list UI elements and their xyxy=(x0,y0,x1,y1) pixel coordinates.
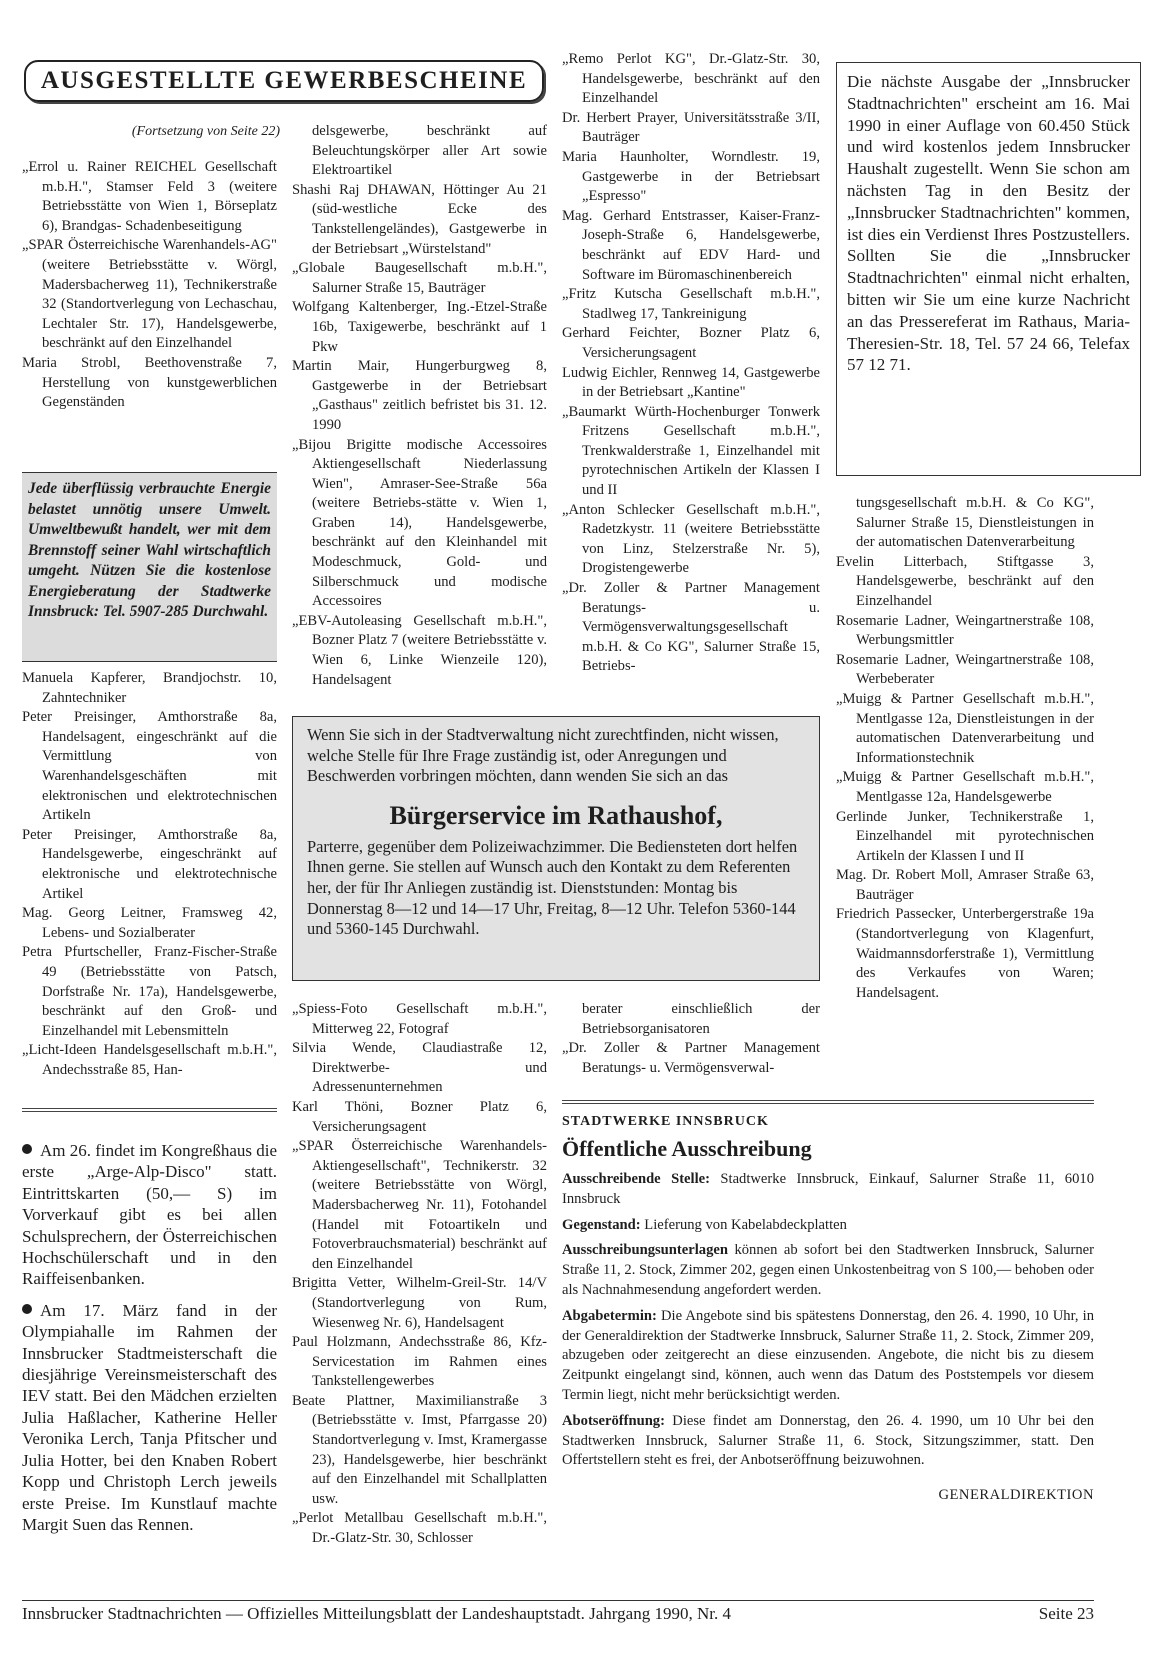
license-entry: Rosemarie Ladner, Weingartnerstraße 108, Werbungsmittler xyxy=(836,612,1094,649)
license-entry: „Dr. Zoller & Partner Management Beratungs- u. Vermögensverwal- xyxy=(562,1040,820,1076)
license-entry: „Muigg & Partner Gesellschaft m.b.H.", Mentlgasse 12a, Handelsgewerbe xyxy=(836,769,1094,805)
license-entry: „Spiess-Foto Gesellschaft m.b.H.", Mitterweg 22, Fotograf xyxy=(292,1001,547,1037)
license-entry: „Remo Perlot KG", Dr.-Glatz-Str. 30, Handelsgewerbe, beschränkt auf den Einzelhandel xyxy=(562,51,820,107)
license-entry: „SPAR Österreichische Warenhandels-Aktiengesellschaft", Technikerstr. 32 (weitere Betriebsstätte von Wörgl, Madersbacherweg Nr. 11), Fotohandel (Handel mit Fotoartikeln und Fotoverbrauchsmaterial) beschränkt auf den Einzelhandel xyxy=(292,1138,547,1272)
entry-continuation: delsgewerbe, beschränkt auf Beleuchtungskörper aller Art sowie Elektroartikel xyxy=(312,123,547,179)
license-entry: Peter Preisinger, Amthorstraße 8a, Handelsgewerbe, eingeschränkt auf elektronische und elektrotechnische Artikel xyxy=(22,826,277,902)
license-entry: Karl Thöni, Bozner Platz 6, Versicherungsagent xyxy=(292,1098,547,1135)
tender-divider xyxy=(562,1100,1094,1104)
tender-section xyxy=(562,1114,1094,1504)
bullet-dot-icon xyxy=(22,1304,32,1314)
section-title: AUSGESTELLTE GEWERBESCHEINE xyxy=(40,67,528,94)
license-entry: Paul Holzmann, Andechsstraße 86, Kfz-Servicestation im Rahmen eines Tankstellengewerbes xyxy=(292,1334,547,1390)
buergerservice-heading: Bürgerservice im Rathaushof, xyxy=(389,800,723,830)
column-2-top xyxy=(292,122,547,690)
license-entry: „Licht-Ideen Handelsgesellschaft m.b.H.", Andechsstraße 85, Han- xyxy=(22,1042,277,1078)
license-entry: Wolfgang Kaltenberger, Ing.-Etzel-Straße 16b, Taxigewerbe, beschränkt auf 1 Pkw xyxy=(292,299,547,355)
license-entry: Ludwig Eichler, Rennweg 14, Gastgewerbe in der Betriebsart „Kantine" xyxy=(562,364,820,401)
license-entry: Gerhard Feichter, Bozner Platz 6, Versicherungsagent xyxy=(562,325,820,361)
tender-item xyxy=(562,1307,1094,1406)
column-4 xyxy=(836,494,1094,1003)
next-issue-notice xyxy=(836,62,1141,476)
news-item xyxy=(22,1140,277,1290)
tender-signature: GENERALDIREKTION xyxy=(938,1487,1094,1504)
license-entry: Manuela Kapferer, Brandjochstr. 10, Zahntechniker xyxy=(22,670,277,706)
tender-item-label: Abotseröffnung: xyxy=(562,1412,665,1429)
buergerservice-box xyxy=(292,716,820,981)
license-entry: „Fritz Kutscha Gesellschaft m.b.H.", Stadlweg 17, Tankreinigung xyxy=(562,286,820,322)
column-1-divider xyxy=(22,1108,277,1112)
license-entry: Evelin Litterbach, Stiftgasse 3, Handelsgewerbe, beschränkt auf den Einzelhandel xyxy=(836,553,1094,609)
license-entry: Mag. Georg Leitner, Framsweg 42, Lebens- und Sozialberater xyxy=(22,905,277,941)
section-title-box xyxy=(24,60,544,102)
license-entry: Gerlinde Junker, Technikerstraße 1, Einzelhandel mit pyrotechnischen Artikeln der Klassen I und II xyxy=(836,808,1094,864)
license-entry: „Anton Schlecker Gesellschaft m.b.H.", Radetzkystr. 11 (weitere Betriebsstätte von Linz, Stelzerstraße Nr. 5), Drogistengewerbe xyxy=(562,501,820,577)
entry-continuation: tungsgesellschaft m.b.H. & Co KG", Salurner Straße 15, Dienstleistungen in der automatischen Datenverarbeitung xyxy=(856,495,1094,551)
bullet-dot-icon xyxy=(22,1144,32,1154)
tender-item xyxy=(562,1216,1094,1236)
license-entry: Petra Pfurtscheller, Franz-Fischer-Straße 49 (Betriebsstätte von Patsch, Dorfstraße Nr. 17a), Handelsgewerbe, beschränkt auf den Groß- und Einzelhandel mit Lebensmitteln xyxy=(22,944,277,1039)
tender-item-text: können ab sofort bei den Stadtwerken Innsbruck, Salurner Straße 11, 2. Stock, Zimmer 202, gegen einen Unkostenbeitrag von S 100,— behoben oder als Nachnahmesendung angefordert werden. xyxy=(562,1242,1094,1298)
tender-item-text: Stadtwerke Innsbruck, Einkauf, Salurner Straße 11, 6010 Innsbruck xyxy=(562,1171,1094,1207)
license-entry: Mag. Gerhard Entstrasser, Kaiser-Franz-Joseph-Straße 6, Handelsgewerbe, beschränkt auf EDV Hard- und Software im Büromaschinenbereich xyxy=(562,207,820,283)
license-entry: Rosemarie Ladner, Weingartnerstraße 108, Werbeberater xyxy=(836,651,1094,688)
license-entry: Martin Mair, Hungerburgweg 8, Gastgewerbe in der Betriebsart „Gasthaus" zeitlich befristet bis 31. 12. 1990 xyxy=(292,358,547,433)
entry-continuation: berater einschließlich der Betriebsorganisatoren xyxy=(582,1001,820,1037)
column-2-bottom xyxy=(292,1000,547,1549)
license-entry: Maria Strobl, Beethovenstraße 7, Herstellung von kunstgewerblichen Gegenständen xyxy=(22,354,277,411)
license-entry: „Globale Baugesellschaft m.b.H.", Salurner Straße 15, Bauträger xyxy=(292,260,547,296)
news-bullets xyxy=(22,1140,277,1535)
license-entry: „Muigg & Partner Gesellschaft m.b.H.", Mentlgasse 12a, Dienstleistungen in der automatischen Datenverarbeitung und Informationstechnik xyxy=(836,690,1094,766)
license-entry: Maria Haunholter, Worndlestr. 19, Gastgewerbe in der Betriebsart „Espresso" xyxy=(562,148,820,205)
license-entry: Friedrich Passecker, Unterbergerstraße 19a (Standortverlegung von Klagenfurt, Waidmannsdorferstraße 1), Vermittlung des Verkaufes von Waren; Handelsagent. xyxy=(836,906,1094,1001)
license-entry: Peter Preisinger, Amthorstraße 8a, Handelsagent, eingeschränkt auf die Vermittlung von Warenhandelsgeschäften mit elektronischen und elektrotechnischen Artikeln xyxy=(22,709,277,824)
license-entry: Mag. Dr. Robert Moll, Amraser Straße 63, Bauträger xyxy=(836,867,1094,903)
buergerservice-intro: Wenn Sie sich in der Stadtverwaltung nicht zurechtfinden, nicht wissen, welche Stelle für Ihre Frage zuständig ist, oder Anregungen und Beschwerden vorbringen möchten, dann wenden Sie sich an das xyxy=(307,725,779,786)
license-entry: Silvia Wende, Claudiastraße 12, Direktwerbe- und Adressenunternehmen xyxy=(292,1040,547,1096)
tender-item-text: Die Angebote sind bis spätestens Donnerstag, den 26. 4. 1990, 10 Uhr, in der Generaldirektion der Stadtwerke Innsbruck, Salurner Straße 11, 2. Stock, Zimmer 209, abzugeben oder zeitgerecht an diese einzusenden. Angebote, die nicht bis zu diesem Zeitpunkt eingelangt sind, können, auch wenn das Datum des Poststempels vor diesem Termin liegt, nicht mehr berücksichtigt werden. xyxy=(562,1307,1094,1403)
tender-item-label: Ausschreibende Stelle: xyxy=(562,1171,710,1187)
tender-item-text: Diese findet am Donnerstag, den 26. 4. 1990, um 10 Uhr bei den Stadtwerken Innsbruck, Salurner Straße 11, 6. Stock, Sitzungszimmer, statt. Den Offertstellern steht es frei, der Anbotseröffnung beizuwohnen. xyxy=(562,1412,1094,1469)
tender-item xyxy=(562,1412,1094,1471)
tender-heading: Öffentliche Ausschreibung xyxy=(562,1136,812,1161)
tender-items xyxy=(562,1170,1094,1471)
buergerservice-body: Parterre, gegenüber dem Polizeiwachzimmer. Die Bediensteten dort helfen Ihnen gerne. Sie stellen auf Wunsch auch den Kontakt zu dem Referenten her, der für Ihr Anliegen zuständig ist. Dienststunden: Montag bis Donnerstag 8—12 und 14—17 Uhr, Freitag, 8—12 Uhr. Telefon 5360-144 und 5360-145 Durchwahl. xyxy=(307,836,798,939)
footer-rule xyxy=(22,1600,1094,1601)
footer-publication: Innsbrucker Stadtnachrichten — Offizielles Mitteilungsblatt der Landeshauptstadt. Jahrgang 1990, Nr. 4 xyxy=(22,1604,731,1623)
tender-org: STADTWERKE INNSBRUCK xyxy=(562,1114,769,1129)
license-entry: „SPAR Österreichische Warenhandels-AG" (weitere Betriebsstätte v. Wörgl, Madersbacherweg 11), Technikerstraße 32 (Standortverlegung von Lechaschau, Lechtaler Str. 17), Handelsgewerbe, beschränkt auf den Einzelhandel xyxy=(22,237,277,352)
license-entry: „Perlot Metallbau Gesellschaft m.b.H.", Dr.-Glatz-Str. 30, Schlosser xyxy=(292,1510,547,1547)
column-3-top xyxy=(562,50,820,677)
license-entry: „Bijou Brigitte modische Accessoires Aktiengesellschaft Niederlassung Wien", Amraser-See-Straße 56a (weitere Betriebs-stätte v. Wien 1, Graben 14), Handelsgewerbe, beschränkt auf den Kleinhandel mit Modeschmuck, Gold- und Silberschmuck und modische Accessoires xyxy=(292,436,547,610)
tender-item xyxy=(562,1241,1094,1300)
continued-note: (Fortsetzung von Seite 22) xyxy=(131,124,280,139)
column-1-bottom xyxy=(22,669,277,1080)
news-item xyxy=(22,1300,277,1535)
license-entry: Dr. Herbert Prayer, Universitätsstraße 3/II, Bauträger xyxy=(562,109,820,146)
license-entry: „Baumarkt Würth-Hochenburger Tonwerk Fritzens Gesellschaft m.b.H.", Trenkwalderstraße 1, Einzelhandel mit pyrotechnischen Artikeln der Klassen I und II xyxy=(562,403,820,499)
next-issue-notice-text: Die nächste Ausgabe der „Innsbrucker Stadtnachrichten" erscheint am 16. Mai 1990 in einer Auflage von 60.450 Stück und wird kostenlos jedem Innsbrucker Haushalt zugestellt. Wenn Sie schon am nächsten Tag in den Besitz der „Innsbrucker Stadtnachrichten" kommen, ist dies ein Verdienst Ihres Postzustellers. Sollten Sie die „Innsbrucker Stadtnachrichten" einmal nicht erhalten, bitten wir Sie um eine kurze Nachricht an das Pressereferat im Rathaus, Maria-Theresien-Str. 18, Tel. 57 24 66, Telefax 57 12 71. xyxy=(847,72,1130,375)
license-entry: „EBV-Autoleasing Gesellschaft m.b.H.", Bozner Platz 7 (weitere Betriebsstätte v. Wien 6, Linke Wienzeile 120), Handelsagent xyxy=(292,612,547,688)
tender-item-label: Abgabetermin: xyxy=(562,1307,657,1324)
license-entry: „Errol u. Rainer REICHEL Gesellschaft m.b.H.", Stamser Feld 3 (weitere Betriebsstätte von Wien 1, Börseplatz 6), Brandgas- Schadenbeseitigung xyxy=(22,159,277,234)
license-entry: Beate Plattner, Maximilianstraße 3 (Betriebsstätte v. Imst, Pfarrgasse 20) Standortverlegung v. Imst, Kramergasse 23), Handelsgewerbe, hier beschränkt auf den Einzelhandel mit Schallplatten usw. xyxy=(292,1392,547,1507)
tender-item-label: Ausschreibungsunterlagen xyxy=(562,1242,728,1259)
news-item-text: Am 26. findet im Kongreßhaus die erste „Arge-Alp-Disco" statt. Eintrittskarten (50,— S) im Vorverkauf gibt es bei allen Schulsprechern, der Österreichischen Hochschülerschaft und in den Raiffeisenbanken. xyxy=(22,1141,278,1289)
license-entry: Shashi Raj DHAWAN, Höttinger Au 21 (süd-westliche Ecke des Tankstellengeländes), Gastgewerbe in der Betriebsart „Würstelstand" xyxy=(292,181,547,257)
column-3-bottom xyxy=(562,1000,820,1078)
tender-item-label: Gegenstand: xyxy=(562,1216,641,1233)
energy-advice-box xyxy=(22,472,277,662)
column-1-top xyxy=(22,158,277,413)
tender-item xyxy=(562,1170,1094,1210)
tender-item-text: Lieferung von Kabelabdeckplatten xyxy=(640,1216,847,1233)
license-entry: Brigitta Vetter, Wilhelm-Greil-Str. 14/V (Standortverlegung von Rum, Wiesenweg Nr. 6), Handelsagent xyxy=(292,1275,547,1331)
footer-page-number: Seite 23 xyxy=(1038,1604,1094,1623)
energy-advice-text: Jede überflüssig verbrauchte Energie belastet unnötig unsere Umwelt. Umweltbewußt handelt, wer mit dem Brennstoff seiner Wahl wirtschaftlich umgeht. Nützen Sie die kostenlose Energieberatung der Stadtwerke Innsbruck: Tel. 5907-285 Durchwahl. xyxy=(28,480,271,620)
license-entry: „Dr. Zoller & Partner Management Beratungs- u. Vermögensverwaltungsgesellschaft m.b.H. & Co KG", Salurner Straße 15, Betriebs- xyxy=(562,580,820,675)
news-item-text: Am 17. März fand in der Olympiahalle im Rahmen der Innsbrucker Stadtmeisterschaft die diesjährige Vereinsmeisterschaft des IEV statt. Bei den Mädchen erzielten Julia Haßlacher, Katherine Heller Veronika Lerch, Tanja Pfitscher und Julia Hotter, bei den Knaben Robert Kopp und Christoph Lerch jeweils erste Preise. Im Kunstlauf machte Margit Suen das Rennen. xyxy=(22,1300,277,1534)
